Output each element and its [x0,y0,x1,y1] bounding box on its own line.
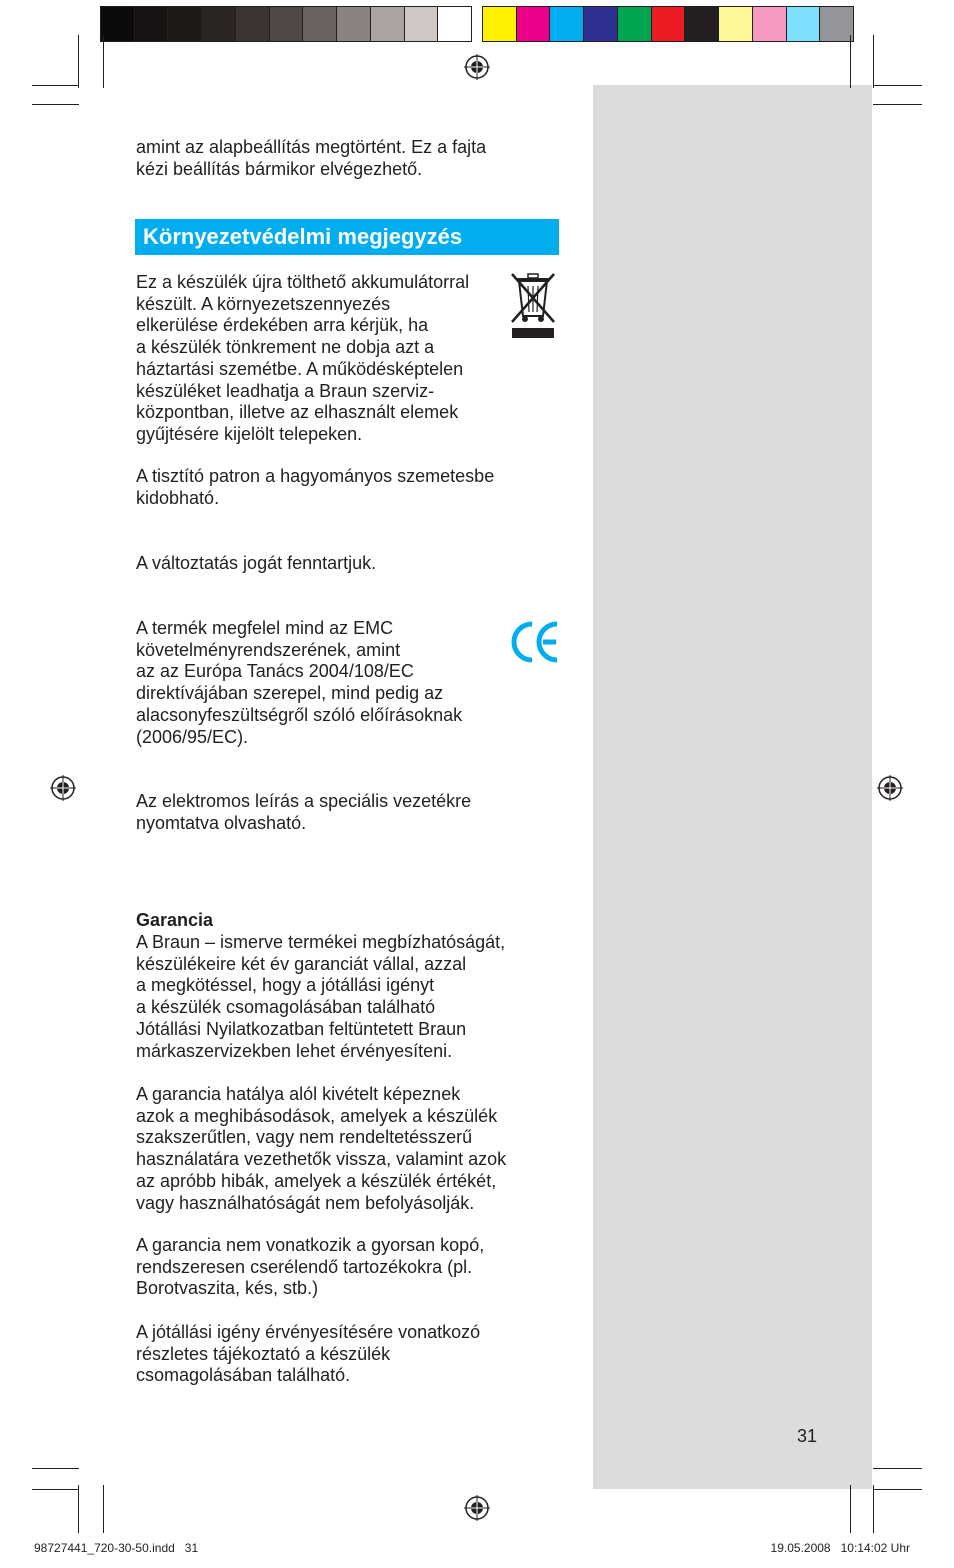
gray-swatch [303,7,337,41]
warranty-paragraph: A Braun – ismerve termékei megbízhatóságát, készülékeire két év garanciát vállal, azzal a megkötéssel, hogy a jótállási igényt a készülék csomagolásában található Jótállási Nyilatkozatban feltüntetett Braun márkaszervizekben lehet érvényesíteni. [136,932,506,1061]
gray-swatch [371,7,405,41]
registration-mark-icon [877,775,903,801]
page-number: 31 [797,1426,818,1446]
process-color-swatch [719,7,753,41]
gray-swatch [236,7,270,41]
environment-paragraph: Ez a készülék újra tölthető akkumulátorral készült. A környezetszennyezés elkerülése érdekében arra kérjük, ha a készülék tönkrement ne dobja azt a háztartási szemétbe. A működésképtelen készüléket leadhatja a Braun szerviz- központban, illetve az elhasznált elemek gyűjtésére kijelölt telepeken. [136,272,470,444]
gray-swatch [438,7,471,41]
crop-mark [873,35,874,88]
warranty-info-paragraph: A jótállási igény érvényesítésére vonatkozó részletes tájékoztató a készülék csomagolásában található. [136,1322,481,1386]
crossed-out-wheelie-bin-icon [510,272,556,340]
crop-mark [850,1485,851,1533]
gray-swatch [101,7,135,41]
crop-mark [873,1468,922,1469]
crop-mark [32,1489,79,1490]
gray-swatch [405,7,439,41]
warranty-title: Garancia [136,910,214,930]
cartridge-paragraph: A tisztító patron a hagyományos szemetesbe kidobható. [136,466,495,508]
crop-mark [873,85,922,86]
crop-mark [873,1485,874,1533]
section-heading: Környezetvédelmi megjegyzés [143,224,463,249]
crop-mark [103,1485,104,1533]
gray-swatch [202,7,236,41]
process-color-swatch [652,7,686,41]
crop-mark [103,35,104,88]
registration-mark-icon [464,54,490,80]
grayscale-calibration-bar [100,6,472,42]
process-color-swatch [820,7,853,41]
crop-mark [873,1489,922,1490]
wiring-paragraph: Az elektromos leírás a speciális vezetékre nyomtatva olvasható. [136,791,472,833]
footer-filename: 98727441_720-30-50.indd 31 [34,1541,199,1555]
registration-mark-icon [50,775,76,801]
changes-paragraph: A változtatás jogát fenntartjuk. [136,553,377,573]
process-color-swatch [584,7,618,41]
intro-paragraph: amint az alapbeállítás megtörtént. Ez a fajta kézi beállítás bármikor elvégezhető. [136,137,487,179]
crop-mark [850,35,851,88]
crop-mark [78,35,79,88]
emc-paragraph: A termék megfelel mind az EMC követelményrendszerének, amint az az Európa Tanács 2004/108/EC direktívájában szerepel, mind pedig az alacsonyfeszültségről szóló előírásoknak (2006/95/EC). [136,618,463,747]
registration-mark-icon [464,1495,490,1521]
crop-mark [32,85,79,86]
crop-mark [32,1468,79,1469]
warranty-wear-parts-paragraph: A garancia nem vonatkozik a gyorsan kopó, rendszeresen cserélendő tartozékokra (pl. Borotvaszita, kés, stb.) [136,1235,485,1299]
crop-mark [78,1485,79,1533]
process-color-swatch [685,7,719,41]
crop-mark [873,104,922,105]
ce-mark-icon [510,620,560,664]
process-color-swatch [550,7,584,41]
section-heading-band [135,219,559,255]
process-color-swatch [618,7,652,41]
process-color-swatch [517,7,551,41]
process-color-swatch [753,7,787,41]
gray-margin-panel [593,85,872,1489]
warranty-exclusions-paragraph: A garancia hatálya alól kivételt képeznek azok a meghibásodások, amelyek a készülék szakszerűtlen, vagy nem rendeltetésszerű használatára vezethetők vissza, valamint azok az apróbb hibák, amelyek a készülék értékét, vagy használhatóságát nem befolyásolják. [136,1084,507,1213]
process-color-swatch [787,7,821,41]
footer-timestamp: 19.05.2008 10:14:02 Uhr [770,1541,910,1555]
gray-swatch [135,7,169,41]
gray-swatch [270,7,304,41]
process-color-calibration-bar [482,6,854,42]
gray-swatch [168,7,202,41]
process-color-swatch [483,7,517,41]
gray-swatch [337,7,371,41]
crop-mark [32,104,79,105]
